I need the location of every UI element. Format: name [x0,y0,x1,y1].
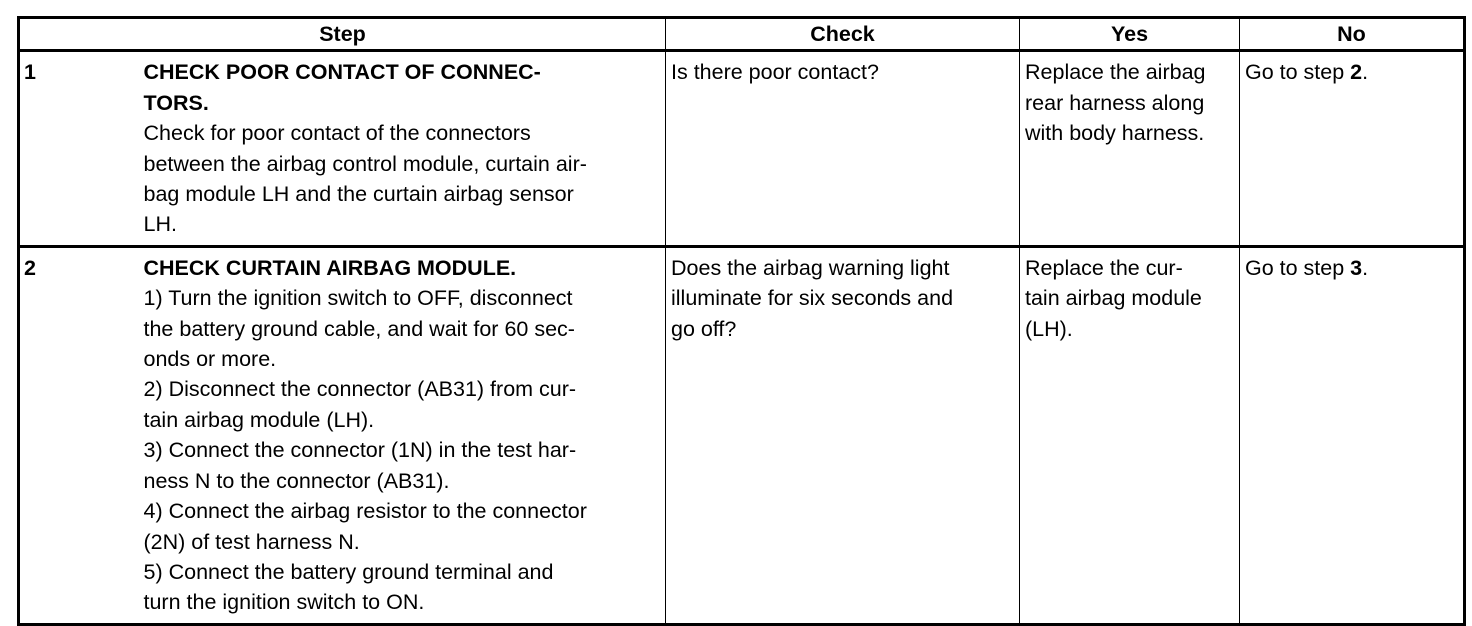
step-body-line: the battery ground cable, and wait for 60 sec- [143,316,575,341]
check-cell [666,51,1020,246]
no-cell [1240,246,1465,624]
step-title-line: CHECK POOR CONTACT OF CONNEC- [143,60,541,85]
check-line: illuminate for six seconds and [671,286,954,311]
no-cell [1240,51,1465,246]
step-number: 1 [19,51,144,246]
step-body-line: 1) Turn the ignition switch to OFF, disconnect [143,286,573,311]
no-prefix: Go to step [1245,255,1351,280]
header-check: Check [666,18,1020,51]
no-prefix: Go to step [1245,60,1351,85]
yes-line: Replace the cur- [1025,255,1183,280]
check-line: Does the airbag warning light [671,255,950,280]
step-description [144,246,666,624]
diagnostic-table [17,16,1466,626]
yes-line: rear harness along [1025,90,1205,115]
step-title [144,253,661,283]
header-row [19,18,1465,51]
yes-cell [1020,51,1240,246]
no-step-number: 3 [1350,255,1363,280]
table-row [19,51,1465,246]
step-body-line: bag module LH and the curtain airbag sensor [143,182,574,207]
check-line: go off? [671,316,737,341]
step-body-line: between the airbag control module, curtain air- [143,151,587,176]
step-body-line: LH. [143,212,177,237]
step-body-line: turn the ignition switch to ON. [143,590,425,615]
step-body-line: tain airbag module (LH). [143,407,375,432]
step-body-line: 5) Connect the battery ground terminal and [143,559,554,584]
no-suffix: . [1362,255,1369,280]
step-number: 2 [19,246,144,624]
yes-line: tain airbag module [1025,286,1202,311]
step-body-line: 2) Disconnect the connector (AB31) from cur- [143,377,577,402]
step-title [144,57,661,118]
yes-line: Replace the airbag [1025,60,1206,85]
yes-line: with body harness. [1025,121,1205,146]
table-row [19,246,1465,624]
step-title-line: TORS. [143,90,209,115]
step-body-line: onds or more. [143,347,277,372]
yes-line: (LH). [1025,316,1073,341]
step-body-line: (2N) of test harness N. [143,529,360,554]
header-step: Step [19,18,666,51]
header-no: No [1240,18,1465,51]
no-step-number: 2 [1350,60,1363,85]
check-line: Is there poor contact? [671,60,879,85]
step-body-line: Check for poor contact of the connectors [143,121,531,146]
header-yes: Yes [1020,18,1240,51]
step-title-line: CHECK CURTAIN AIRBAG MODULE. [143,255,517,280]
step-body-line: ness N to the connector (AB31). [143,468,450,493]
no-suffix: . [1362,60,1369,85]
yes-cell [1020,246,1240,624]
step-body-line: 4) Connect the airbag resistor to the connector [143,499,587,524]
check-cell [666,246,1020,624]
step-body-line: 3) Connect the connector (1N) in the test har- [143,438,577,463]
step-description [144,51,666,246]
